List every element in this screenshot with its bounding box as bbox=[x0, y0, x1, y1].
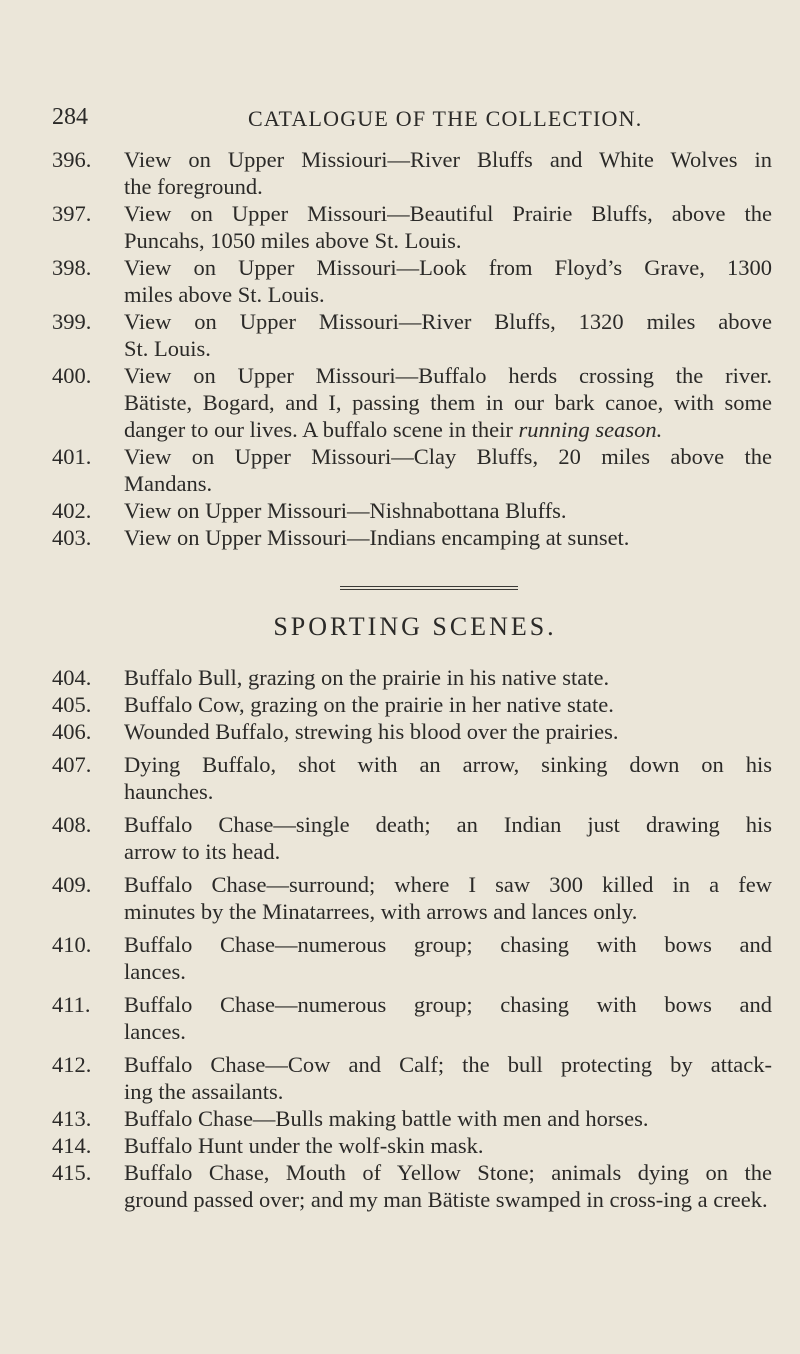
entry-text: Mandans. bbox=[124, 471, 213, 496]
entry-number: 397. bbox=[52, 201, 92, 226]
entry-number: 415. bbox=[52, 1160, 92, 1185]
entry-number: 399. bbox=[52, 309, 92, 334]
entry-text: Buffalo Chase—Bulls making battle with men and horses. bbox=[124, 1106, 649, 1131]
entry-first-line: View on Upper Missouri—Beautiful Prairie Bluffs, above the bbox=[124, 201, 772, 226]
entry-text: Buffalo Cow, grazing on the prairie in her native state. bbox=[124, 692, 614, 717]
entry-number: 409. bbox=[52, 872, 92, 897]
entry-text: St. Louis. bbox=[124, 336, 211, 361]
catalogue-entry bbox=[52, 691, 772, 718]
catalogue-entry bbox=[52, 871, 772, 925]
entry-text: lances. bbox=[124, 1019, 186, 1044]
entry-description bbox=[124, 991, 772, 1045]
entry-first-line: Buffalo Chase—surround; where I saw 300 killed in a few bbox=[124, 872, 772, 897]
catalogue-entry bbox=[52, 1159, 772, 1213]
entry-description bbox=[124, 524, 772, 551]
entry-number: 414. bbox=[52, 1133, 92, 1158]
entry-first-line: Buffalo Chase—single death; an Indian just drawing his bbox=[124, 812, 772, 837]
entry-text: ing the assailants. bbox=[124, 1079, 284, 1104]
entry-number: 413. bbox=[52, 1106, 92, 1131]
entry-number: 396. bbox=[52, 147, 92, 172]
catalogue-entry bbox=[52, 524, 772, 551]
entry-description bbox=[124, 254, 772, 308]
catalogue-entry bbox=[52, 362, 772, 443]
entry-number: 403. bbox=[52, 525, 92, 550]
entry-number: 411. bbox=[52, 992, 91, 1017]
entry-first-line: Buffalo Chase—Cow and Calf; the bull protecting by attack- bbox=[124, 1052, 772, 1077]
entry-text: lances. bbox=[124, 959, 186, 984]
entry-first-line: View on Upper Missouri—Clay Bluffs, 20 miles above the bbox=[124, 444, 772, 469]
entry-description bbox=[124, 751, 772, 805]
entry-description bbox=[124, 362, 772, 443]
entry-italic-text: running season. bbox=[518, 417, 663, 442]
catalogue-entry bbox=[52, 443, 772, 497]
entry-description bbox=[124, 871, 772, 925]
entry-description bbox=[124, 443, 772, 497]
catalogue-entry bbox=[52, 1105, 772, 1132]
entry-number: 402. bbox=[52, 498, 92, 523]
catalogue-entry bbox=[52, 200, 772, 254]
entry-description bbox=[124, 1159, 772, 1213]
catalogue-entry bbox=[52, 811, 772, 865]
catalogue-entry bbox=[52, 991, 772, 1045]
entry-description bbox=[124, 1105, 772, 1132]
catalogue-entry bbox=[52, 718, 772, 745]
running-head: CATALOGUE OF THE COLLECTION. bbox=[248, 106, 643, 131]
entry-number: 398. bbox=[52, 255, 92, 280]
entry-first-line: Buffalo Chase—numerous group; chasing with bows and bbox=[124, 932, 772, 957]
section-divider bbox=[340, 586, 518, 587]
catalogue-entries-sporting bbox=[52, 664, 772, 1213]
section-title: SPORTING SCENES. bbox=[273, 612, 557, 641]
catalogue-entry bbox=[52, 308, 772, 362]
entry-description bbox=[124, 691, 772, 718]
entry-first-line: View on Upper Missiouri—River Bluffs and White Wolves in bbox=[124, 147, 772, 172]
entry-number: 407. bbox=[52, 752, 92, 777]
entry-description bbox=[124, 1132, 772, 1159]
entry-number: 406. bbox=[52, 719, 92, 744]
entry-description bbox=[124, 1051, 772, 1105]
entry-text: View on Upper Missouri—Indians encamping at sunset. bbox=[124, 525, 630, 550]
page-header bbox=[52, 104, 760, 138]
entry-description bbox=[124, 146, 772, 200]
entry-text: haunches. bbox=[124, 779, 214, 804]
entry-text: Buffalo Hunt under the wolf-skin mask. bbox=[124, 1133, 484, 1158]
entry-text: miles above St. Louis. bbox=[124, 282, 325, 307]
page-number: 284 bbox=[52, 104, 88, 130]
entry-description bbox=[124, 497, 772, 524]
entry-first-line: Dying Buffalo, shot with an arrow, sinking down on his bbox=[124, 752, 772, 777]
entry-text: View on Upper Missouri—Nishnabottana Bluffs. bbox=[124, 498, 567, 523]
entry-first-line: Buffalo Chase—numerous group; chasing with bows and bbox=[124, 992, 772, 1017]
entry-text: Wounded Buffalo, strewing his blood over the prairies. bbox=[124, 719, 619, 744]
catalogue-entry bbox=[52, 254, 772, 308]
catalogue-entry bbox=[52, 497, 772, 524]
entry-number: 400. bbox=[52, 363, 92, 388]
entry-first-line: Buffalo Chase, Mouth of Yellow Stone; animals dying on the bbox=[124, 1160, 772, 1185]
entry-description bbox=[124, 811, 772, 865]
catalogue-entries-views bbox=[52, 146, 772, 551]
entry-text: Puncahs, 1050 miles above St. Louis. bbox=[124, 228, 462, 253]
catalogue-entry bbox=[52, 1051, 772, 1105]
entry-text: Buffalo Bull, grazing on the prairie in his native state. bbox=[124, 665, 610, 690]
entry-first-line: View on Upper Missouri—Look from Floyd’s Grave, 1300 bbox=[124, 255, 772, 280]
entry-number: 412. bbox=[52, 1052, 92, 1077]
catalogue-entry bbox=[52, 751, 772, 805]
entry-number: 405. bbox=[52, 692, 92, 717]
entry-description bbox=[124, 718, 772, 745]
entry-first-line: View on Upper Missouri—Buffalo herds crossing the river. bbox=[124, 363, 772, 388]
entry-description bbox=[124, 931, 772, 985]
catalogue-entry bbox=[52, 146, 772, 200]
entry-description bbox=[124, 664, 772, 691]
entry-number: 408. bbox=[52, 812, 92, 837]
entry-description bbox=[124, 200, 772, 254]
entry-number: 404. bbox=[52, 665, 92, 690]
entry-first-line: View on Upper Missouri—River Bluffs, 1320 miles above bbox=[124, 309, 772, 334]
entry-number: 410. bbox=[52, 932, 92, 957]
entry-number: 401. bbox=[52, 444, 92, 469]
entry-text: Bätiste, Bogard, and I, passing them in our bark canoe, with some danger to our lives. A buffalo scene in their bbox=[124, 390, 772, 442]
entry-description bbox=[124, 308, 772, 362]
entry-text: the foreground. bbox=[124, 174, 263, 199]
entry-text: ground passed over; and my man Bätiste swamped in cross-ing a creek. bbox=[124, 1187, 768, 1212]
catalogue-entry bbox=[52, 664, 772, 691]
entry-text: arrow to its head. bbox=[124, 839, 281, 864]
entry-text: minutes by the Minatarrees, with arrows and lances only. bbox=[124, 899, 638, 924]
catalogue-entry bbox=[52, 931, 772, 985]
catalogue-entry bbox=[52, 1132, 772, 1159]
